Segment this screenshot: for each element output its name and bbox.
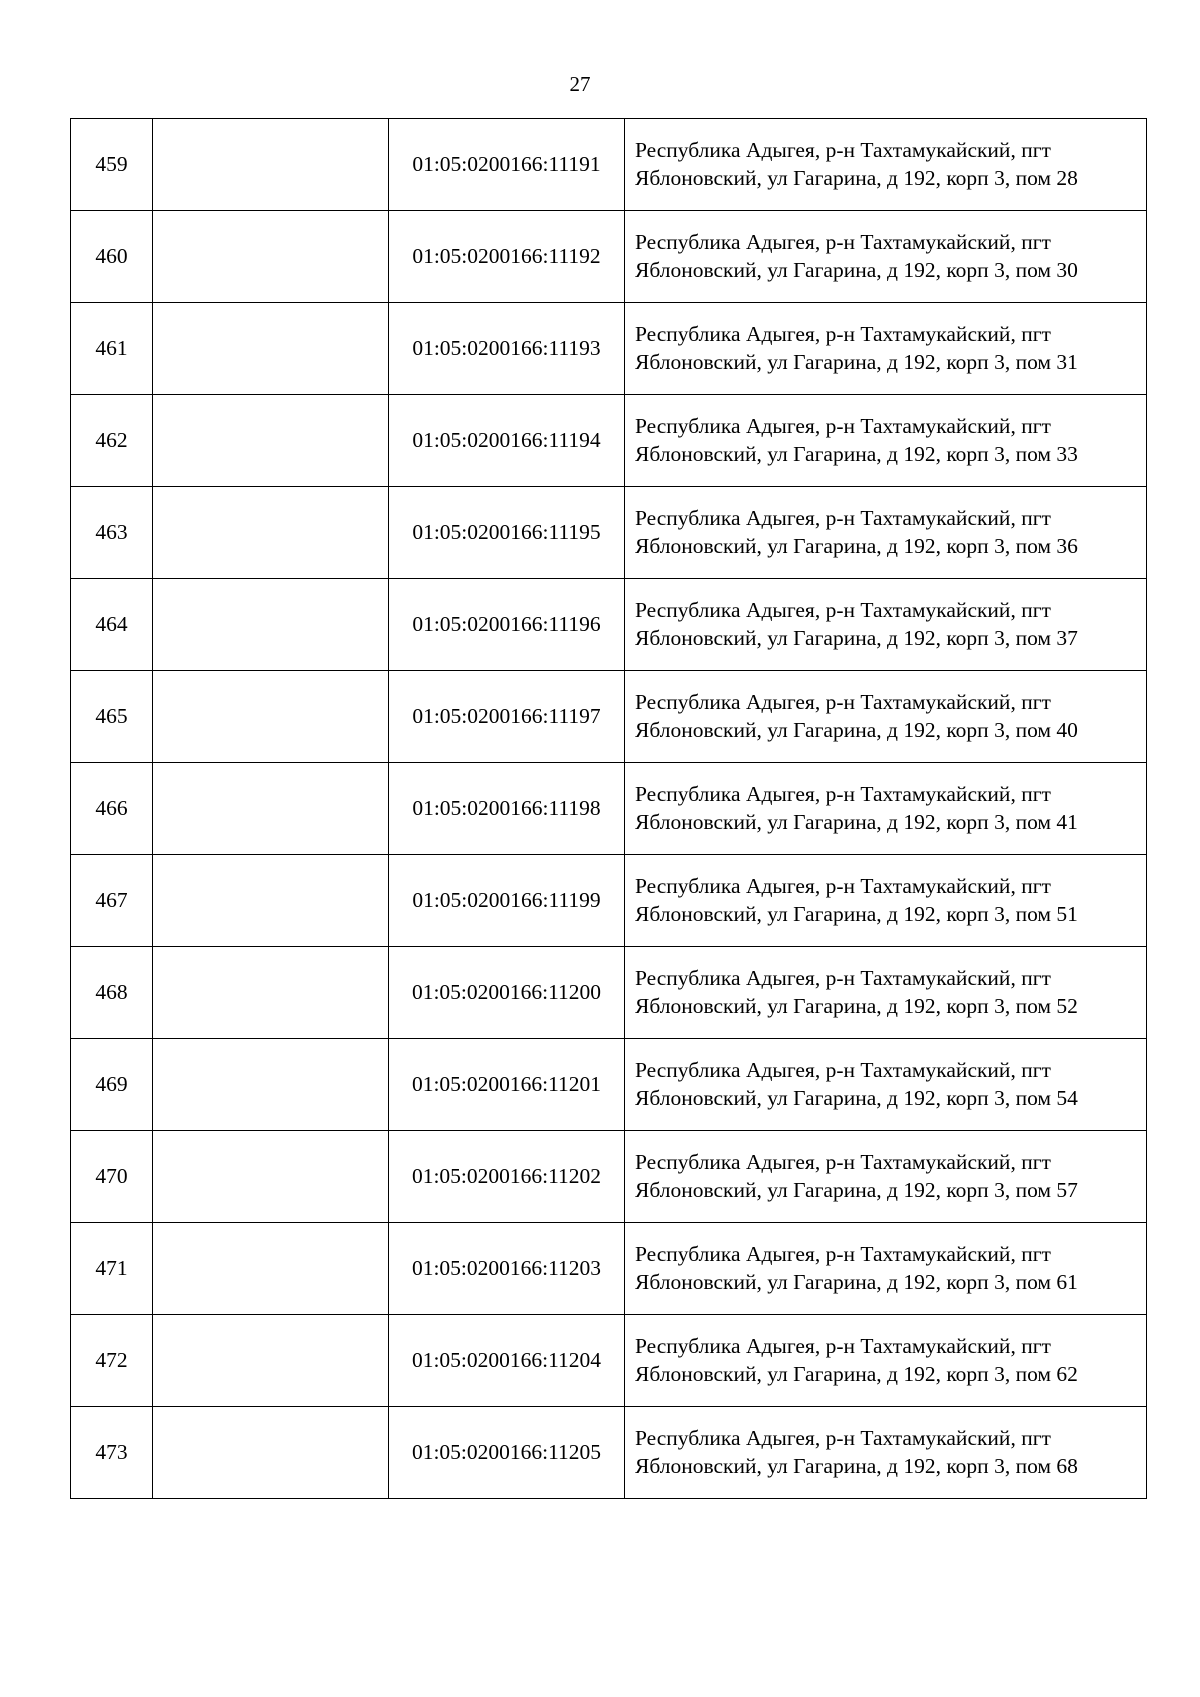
address-cell: Республика Адыгея, р-н Тахтамукайский, пгт Яблоновский, ул Гагарина, д 192, корп 3, пом 40 — [625, 671, 1147, 763]
address-cell: Республика Адыгея, р-н Тахтамукайский, пгт Яблоновский, ул Гагарина, д 192, корп 3, пом 36 — [625, 487, 1147, 579]
row-number: 462 — [71, 395, 153, 487]
table-row — [71, 487, 1147, 579]
cadastral-number: 01:05:0200166:11205 — [389, 1407, 625, 1499]
empty-cell — [153, 1039, 389, 1131]
table-row — [71, 1407, 1147, 1499]
empty-cell — [153, 579, 389, 671]
table-row — [71, 1223, 1147, 1315]
cadastral-number: 01:05:0200166:11198 — [389, 763, 625, 855]
cadastral-number: 01:05:0200166:11193 — [389, 303, 625, 395]
address-cell: Республика Адыгея, р-н Тахтамукайский, пгт Яблоновский, ул Гагарина, д 192, корп 3, пом 68 — [625, 1407, 1147, 1499]
address-cell: Республика Адыгея, р-н Тахтамукайский, пгт Яблоновский, ул Гагарина, д 192, корп 3, пом 62 — [625, 1315, 1147, 1407]
registry-table-body — [71, 119, 1147, 1499]
address-cell: Республика Адыгея, р-н Тахтамукайский, пгт Яблоновский, ул Гагарина, д 192, корп 3, пом 31 — [625, 303, 1147, 395]
empty-cell — [153, 303, 389, 395]
row-number: 469 — [71, 1039, 153, 1131]
cadastral-number: 01:05:0200166:11202 — [389, 1131, 625, 1223]
row-number: 461 — [71, 303, 153, 395]
address-cell: Республика Адыгея, р-н Тахтамукайский, пгт Яблоновский, ул Гагарина, д 192, корп 3, пом 41 — [625, 763, 1147, 855]
address-cell: Республика Адыгея, р-н Тахтамукайский, пгт Яблоновский, ул Гагарина, д 192, корп 3, пом 33 — [625, 395, 1147, 487]
cadastral-number: 01:05:0200166:11192 — [389, 211, 625, 303]
table-row — [71, 119, 1147, 211]
empty-cell — [153, 119, 389, 211]
table-row — [71, 579, 1147, 671]
address-cell: Республика Адыгея, р-н Тахтамукайский, пгт Яблоновский, ул Гагарина, д 192, корп 3, пом 30 — [625, 211, 1147, 303]
row-number: 466 — [71, 763, 153, 855]
empty-cell — [153, 1407, 389, 1499]
cadastral-number: 01:05:0200166:11194 — [389, 395, 625, 487]
table-row — [71, 671, 1147, 763]
empty-cell — [153, 395, 389, 487]
row-number: 470 — [71, 1131, 153, 1223]
address-cell: Республика Адыгея, р-н Тахтамукайский, пгт Яблоновский, ул Гагарина, д 192, корп 3, пом 52 — [625, 947, 1147, 1039]
table-row — [71, 1039, 1147, 1131]
row-number: 467 — [71, 855, 153, 947]
table-row — [71, 763, 1147, 855]
empty-cell — [153, 671, 389, 763]
empty-cell — [153, 487, 389, 579]
empty-cell — [153, 1315, 389, 1407]
cadastral-number: 01:05:0200166:11204 — [389, 1315, 625, 1407]
address-cell: Республика Адыгея, р-н Тахтамукайский, пгт Яблоновский, ул Гагарина, д 192, корп 3, пом 37 — [625, 579, 1147, 671]
row-number: 465 — [71, 671, 153, 763]
page-number: 27 — [569, 72, 591, 96]
table-row — [71, 1315, 1147, 1407]
empty-cell — [153, 855, 389, 947]
table-row — [71, 211, 1147, 303]
row-number: 464 — [71, 579, 153, 671]
table-row — [71, 303, 1147, 395]
empty-cell — [153, 763, 389, 855]
table-row — [71, 947, 1147, 1039]
cadastral-number: 01:05:0200166:11191 — [389, 119, 625, 211]
empty-cell — [153, 211, 389, 303]
cadastral-number: 01:05:0200166:11199 — [389, 855, 625, 947]
address-cell: Республика Адыгея, р-н Тахтамукайский, пгт Яблоновский, ул Гагарина, д 192, корп 3, пом 28 — [625, 119, 1147, 211]
address-cell: Республика Адыгея, р-н Тахтамукайский, пгт Яблоновский, ул Гагарина, д 192, корп 3, пом 57 — [625, 1131, 1147, 1223]
empty-cell — [153, 1223, 389, 1315]
row-number: 473 — [71, 1407, 153, 1499]
row-number: 468 — [71, 947, 153, 1039]
registry-table — [70, 118, 1147, 1499]
cadastral-number: 01:05:0200166:11195 — [389, 487, 625, 579]
address-cell: Республика Адыгея, р-н Тахтамукайский, пгт Яблоновский, ул Гагарина, д 192, корп 3, пом 51 — [625, 855, 1147, 947]
table-row — [71, 855, 1147, 947]
table-row — [71, 395, 1147, 487]
cadastral-number: 01:05:0200166:11200 — [389, 947, 625, 1039]
cadastral-number: 01:05:0200166:11201 — [389, 1039, 625, 1131]
empty-cell — [153, 947, 389, 1039]
empty-cell — [153, 1131, 389, 1223]
row-number: 471 — [71, 1223, 153, 1315]
row-number: 472 — [71, 1315, 153, 1407]
table-row — [71, 1131, 1147, 1223]
cadastral-number: 01:05:0200166:11196 — [389, 579, 625, 671]
address-cell: Республика Адыгея, р-н Тахтамукайский, пгт Яблоновский, ул Гагарина, д 192, корп 3, пом 54 — [625, 1039, 1147, 1131]
cadastral-number: 01:05:0200166:11203 — [389, 1223, 625, 1315]
cadastral-number: 01:05:0200166:11197 — [389, 671, 625, 763]
row-number: 463 — [71, 487, 153, 579]
row-number: 459 — [71, 119, 153, 211]
row-number: 460 — [71, 211, 153, 303]
address-cell: Республика Адыгея, р-н Тахтамукайский, пгт Яблоновский, ул Гагарина, д 192, корп 3, пом 61 — [625, 1223, 1147, 1315]
